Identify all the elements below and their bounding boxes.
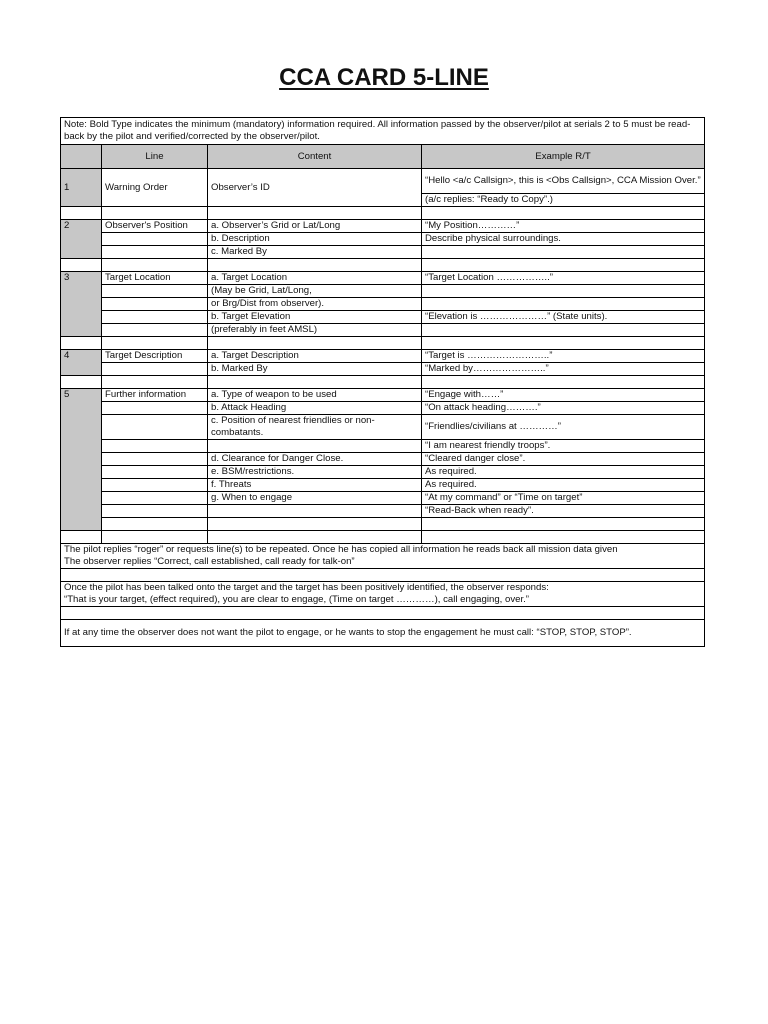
serial-5-row [61, 518, 705, 531]
serial-1-example-1: “Hello <a/c Callsign>, this is <Obs Callsign>, CCA Mission Over.” [422, 169, 705, 194]
serial-5-example-h: “Read-Back when ready”. [422, 505, 705, 518]
serial-4-row [61, 350, 705, 363]
serial-5-row [61, 492, 705, 505]
header-serial [61, 145, 102, 169]
serial-3-content-b-note: (preferably in feet AMSL) [208, 324, 422, 337]
spacer-row [61, 376, 705, 389]
serial-3-example-a: “Target Location ……………..” [422, 272, 705, 285]
footer-row [61, 556, 705, 569]
serial-2-example-b: Describe physical surroundings. [422, 233, 705, 246]
serial-5-content-d: d. Clearance for Danger Close. [208, 453, 422, 466]
spacer-row [61, 337, 705, 350]
serial-3-content-b: b. Target Elevation [208, 311, 422, 324]
serial-3-content-a: a. Target Location [208, 272, 422, 285]
serial-4-content-a: a. Target Description [208, 350, 422, 363]
serial-5-line: Further information [102, 389, 208, 402]
footer-clear-to-engage: “That is your target, (effect required), you are clear to engage, (Time on target …………), call engaging, over.” [61, 594, 705, 607]
spacer-row [61, 531, 705, 544]
footer-row [61, 582, 705, 595]
note-text: Note: Bold Type indicates the minimum (mandatory) information required. All information passed by the observer/pilot at serials 2 to 5 must be read-back by the pilot and verified/corrected by the observer/pilot. [61, 118, 705, 145]
serial-3-row [61, 272, 705, 285]
spacer-row [61, 569, 705, 582]
serial-1-content: Observer’s ID [208, 169, 422, 207]
serial-5-row [61, 466, 705, 479]
serial-1-line: Warning Order [102, 169, 208, 207]
serial-1-row [61, 169, 705, 194]
footer-target-identified: Once the pilot has been talked onto the target and the target has been positively identified, the observer responds: [61, 582, 705, 595]
serial-5-row [61, 453, 705, 466]
header-row [61, 145, 705, 169]
serial-5-example-d: “Cleared danger close”. [422, 453, 705, 466]
serial-5-content-b: b. Attack Heading [208, 402, 422, 415]
serial-3-content-a-note-2: or Brg/Dist from observer). [208, 298, 422, 311]
serial-4-row [61, 363, 705, 376]
serial-3-row [61, 298, 705, 311]
serial-1-example-2: (a/c replies: “Ready to Copy”.) [422, 194, 705, 207]
serial-3-row [61, 324, 705, 337]
serial-3-content-a-note-1: (May be Grid, Lat/Long, [208, 285, 422, 298]
spacer-row [61, 207, 705, 220]
header-example: Example R/T [422, 145, 705, 169]
serial-5-row [61, 440, 705, 453]
page-title-text: CCA CARD 5-LINE [279, 64, 489, 91]
cca-card-table [60, 117, 705, 647]
serial-2-line: Observer's Position [102, 220, 208, 233]
serial-4-content-b: b. Marked By [208, 363, 422, 376]
serial-5-example-e: As required. [422, 466, 705, 479]
serial-2-content-a: a. Observer’s Grid or Lat/Long [208, 220, 422, 233]
serial-5-row [61, 389, 705, 402]
spacer-row [61, 607, 705, 620]
serial-5-row [61, 479, 705, 492]
header-content: Content [208, 145, 422, 169]
footer-observer-replies: The observer replies “Correct, call established, call ready for talk-on” [61, 556, 705, 569]
serial-5-example-f: As required. [422, 479, 705, 492]
serial-2-row [61, 246, 705, 259]
serial-2-number: 2 [61, 220, 102, 259]
footer-row [61, 544, 705, 557]
serial-5-example-g: “At my command” or “Time on target” [422, 492, 705, 505]
footer-row [61, 620, 705, 647]
serial-1-number: 1 [61, 169, 102, 207]
serial-4-line: Target Description [102, 350, 208, 363]
serial-5-row [61, 505, 705, 518]
spacer-row [61, 259, 705, 272]
serial-5-example-c-2: “I am nearest friendly troops”. [422, 440, 705, 453]
serial-3-number: 3 [61, 272, 102, 337]
serial-5-row [61, 415, 705, 440]
serial-3-line: Target Location [102, 272, 208, 285]
footer-pilot-replies: The pilot replies “roger” or requests line(s) to be repeated. Once he has copied all information he reads back all mission data given [61, 544, 705, 557]
serial-2-content-c: c. Marked By [208, 246, 422, 259]
serial-3-row [61, 311, 705, 324]
serial-5-example-c: “Friendlies/civilians at …………” [422, 415, 705, 440]
serial-5-row [61, 402, 705, 415]
header-line: Line [102, 145, 208, 169]
serial-4-example-a: “Target is ……………………..” [422, 350, 705, 363]
serial-2-row [61, 220, 705, 233]
footer-row [61, 594, 705, 607]
serial-2-example-a: “My Position…………” [422, 220, 705, 233]
serial-5-example-a: “Engage with……” [422, 389, 705, 402]
serial-5-content-f: f. Threats [208, 479, 422, 492]
note-row [61, 118, 705, 145]
serial-2-row [61, 233, 705, 246]
serial-5-number: 5 [61, 389, 102, 531]
serial-4-example-b: “Marked by…………………..” [422, 363, 705, 376]
serial-5-content-a: a. Type of weapon to be used [208, 389, 422, 402]
serial-3-example-b: “Elevation is …………………” (State units). [422, 311, 705, 324]
serial-5-content-e: e. BSM/restrictions. [208, 466, 422, 479]
serial-2-content-b: b. Description [208, 233, 422, 246]
footer-stop-call: If at any time the observer does not want the pilot to engage, or he wants to stop the engagement he must call: “STOP, STOP, STOP”. [61, 620, 705, 647]
serial-5-content-g: g. When to engage [208, 492, 422, 505]
serial-4-number: 4 [61, 350, 102, 376]
serial-5-content-c: c. Position of nearest friendlies or non-combatants. [208, 415, 422, 440]
page-title [0, 64, 768, 92]
serial-3-row [61, 285, 705, 298]
serial-5-example-b: “On attack heading……….” [422, 402, 705, 415]
